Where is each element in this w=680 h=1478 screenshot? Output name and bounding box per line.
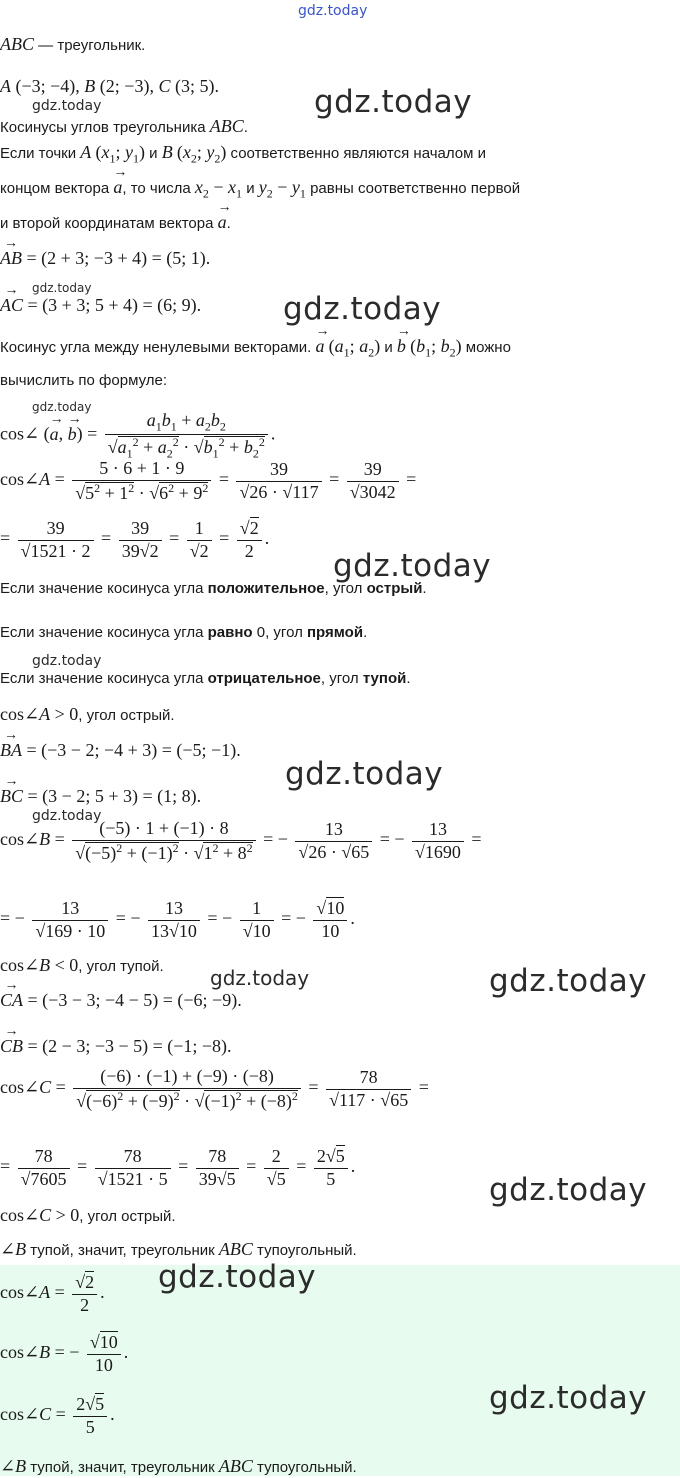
cos-a-line2-visual: = 39 √ 1521 · 2 = $\frac{39}{39√ 2}$ = 1 √ 2 = √ $\frac{2}{2}$ .	[0, 518, 269, 562]
rule-line3-visual: и второй координатам вектора → a.	[0, 212, 231, 234]
sign-rule-text: Если значение косинуса угла	[0, 580, 208, 597]
sign-rule-text: .	[363, 624, 368, 641]
cos-c-conclusion-visual: cos∠C > 0, угол острый.	[0, 1205, 176, 1225]
sign-rule-text: , угол	[324, 580, 367, 597]
cos-b-line1-visual: cos∠B = (−5) · 1 + (−1) · 8 √ $(-5)^2 + (-1)^2$ · √ $1^2 + 8^2$ = − 13 √ 26 · √ 65 = − 13 √ 1690 =	[0, 818, 482, 864]
answer-cos-b-visual: cos∠B = − √ $\frac{10}{10}$ .	[0, 1332, 128, 1376]
watermark: gdz.today	[489, 1172, 648, 1208]
sign-rule-keyword: положительное	[207, 580, 325, 597]
watermark: gdz.today	[489, 963, 648, 999]
sign-rule-text: .	[406, 670, 411, 687]
sign-rule-keyword: отрицательное	[207, 670, 321, 687]
obtuse-conclusion-visual: ∠B тупой, значит, треугольник ABC тупоугольный.	[0, 1239, 357, 1259]
sign-rule-keyword: острый	[366, 580, 423, 597]
cos-a-line1-visual: cos∠A = 5 · 6 + 1 · 9 √ $5^2 + 1^2$ · √ $6^2 + 9^2$ = 39 √ 26 · √ 117 = 39 √ 3042 =	[0, 458, 416, 504]
intro-points-visual: A (−3; −4), B (2; −3), C (3; 5).	[0, 76, 219, 96]
watermark: gdz.today	[285, 756, 444, 792]
sign-rule-text: , угол	[320, 670, 363, 687]
watermark: gdz.today	[333, 548, 492, 584]
vector-ca-visual: → CA = (−3 − 3; −4 − 5) = (−6; −9).	[0, 990, 242, 1012]
watermark: gdz.today	[32, 808, 102, 824]
sign-rule-text: 0, угол	[252, 624, 307, 641]
watermark: gdz.today	[489, 1380, 648, 1416]
sign-rule-keyword: тупой	[362, 670, 407, 687]
cos-rule-line1-visual: Косинус угла между ненулевыми векторами. → a ($a_1$; $a_2$) и → b ($b_1$; $b_2$) можно	[0, 336, 511, 360]
rule-line1-visual: Если точки A ($x_1$; $y_1$) и B ($x_2$; $y_2$) соответственно являются началом и	[0, 142, 486, 166]
sign-rule-keyword: равно	[207, 624, 253, 641]
cos-b-line2-visual: = − 13 √ 169 · 10 = − $\frac{13}{13√ 10}$ = − 1 √ 10 = − √ $\frac{10}{10}$ .	[0, 898, 355, 942]
vector-ba-visual: → BA = (−3 − 2; −4 + 3) = (−5; −1).	[0, 740, 241, 762]
watermark: gdz.today	[32, 98, 102, 114]
cos-formula-visual: cos∠ (→ a, → b) = $a_1b_1 + a_2b_2$ √ $a_1^2 + a_2^2$ · √ $b_1^2 + b_2^2$ .	[0, 410, 275, 461]
watermark: gdz.today	[158, 1259, 317, 1295]
rule-line2-visual: концом вектора → a, то числа $x_2 - x_1$ и $y_2 - y_1$ равны соответственно первой	[0, 177, 520, 201]
cos-c-line2-visual: = 78 √ 7605 = 78 √ 1521 · 5 = $\frac{78}{39√ 5}$ = 2 √ 5 = $\frac{2√ 5}{5}$ .	[0, 1146, 355, 1190]
cos-c-line1-visual: cos∠C = (−6) · (−1) + (−9) · (−8) √ $(-6)^2 + (-9)^2$ · √ $(-1)^2 + (-8)^2$ = 78 √ 117 · √ 65 =	[0, 1066, 429, 1112]
watermark: gdz.today	[32, 653, 102, 669]
sign-rule-text: Если значение косинуса угла	[0, 624, 208, 641]
vector-ab-visual: → AB = (2 + 3; −3 + 4) = (5; 1).	[0, 248, 210, 270]
answer-conclusion-visual: ∠B тупой, значит, треугольник ABC тупоугольный.	[0, 1456, 357, 1476]
watermark-top: gdz.today	[298, 3, 368, 19]
cos-b-conclusion-visual: cos∠B < 0, угол тупой.	[0, 955, 164, 975]
watermark: gdz.today	[314, 84, 473, 120]
vector-bc-visual: → BC = (3 − 2; 5 + 3) = (1; 8).	[0, 786, 201, 808]
sign-rule-keyword: прямой	[307, 624, 364, 641]
watermark: gdz.today	[32, 400, 92, 414]
cos-a-conclusion-visual: cos∠A > 0, угол острый.	[0, 704, 175, 724]
vector-cb-visual: → CB = (2 − 3; −3 − 5) = (−1; −8).	[0, 1036, 232, 1058]
vector-ac-visual: → AC = (3 + 3; 5 + 4) = (6; 9).	[0, 295, 201, 317]
sign-rule-text: Если значение косинуса угла	[0, 670, 208, 687]
answer-cos-a-visual: cos∠A = √ $\frac{2}{2}$ .	[0, 1272, 105, 1316]
cos-rule-line2-visual: вычислить по формуле:	[0, 372, 167, 389]
watermark: gdz.today	[210, 966, 310, 990]
sign-rule-positive	[0, 580, 427, 598]
intro-triangle	[0, 0, 1, 1]
answer-cos-c-visual: cos∠C = $\frac{2√ 5}{5}$ .	[0, 1394, 115, 1438]
sign-rule-negative	[0, 670, 411, 688]
intro-triangle-visual: ABC — треугольник.	[0, 34, 146, 54]
intro-task-visual: Косинусы углов треугольника ABC.	[0, 116, 248, 136]
content-text-store	[0, 0, 1, 1]
sign-rule-zero	[0, 624, 367, 642]
watermark: gdz.today	[32, 281, 92, 295]
watermark: gdz.today	[283, 291, 442, 327]
sign-rule-text: .	[422, 580, 427, 597]
